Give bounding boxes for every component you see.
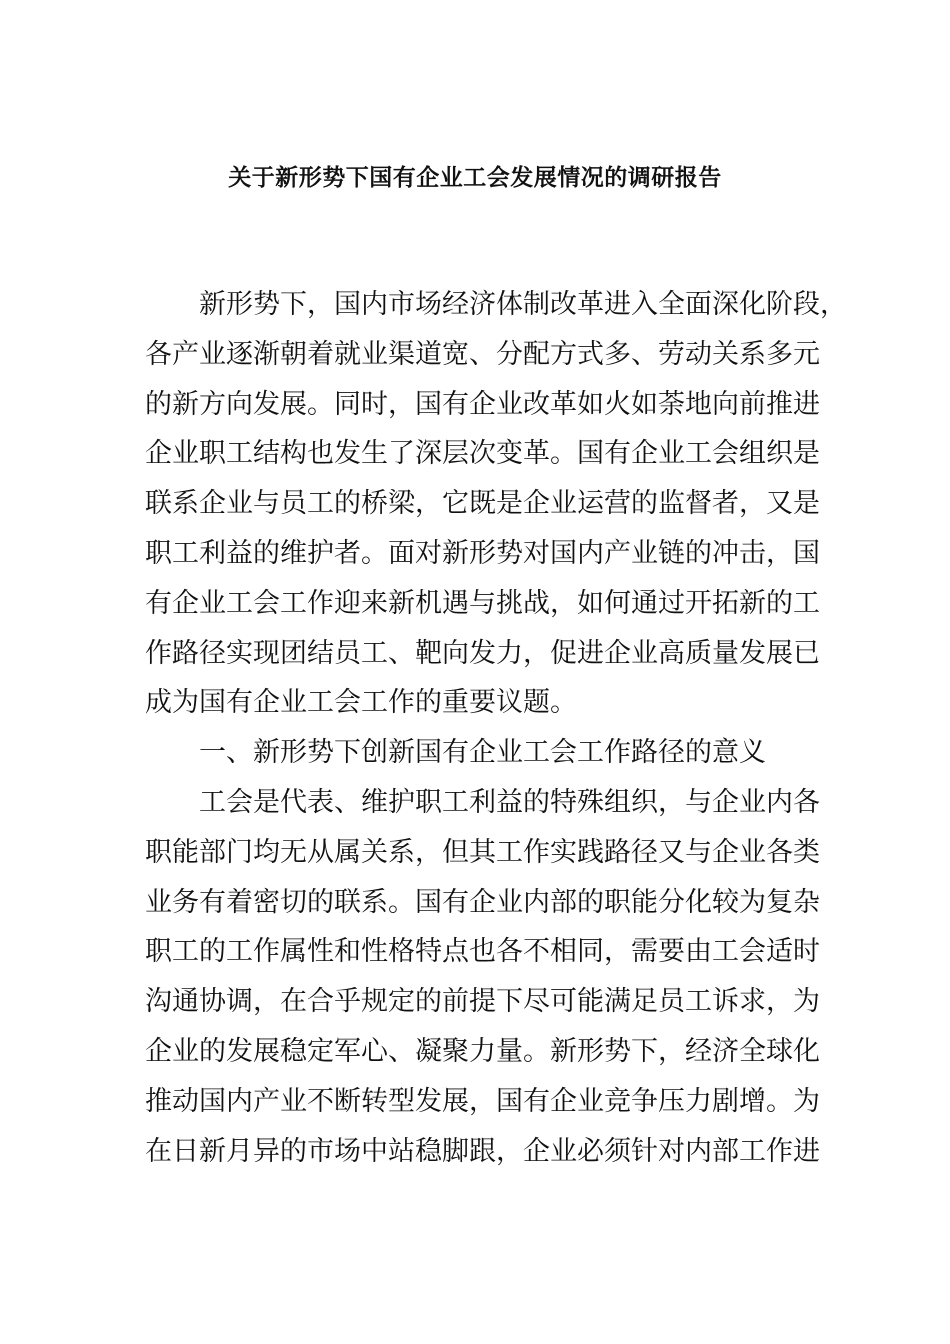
paragraph-line: 职工利益的维护者。面对新形势对国内产业链的冲击，国 [145, 537, 820, 569]
paragraph-line: 职能部门均无从属关系，但其工作实践路径又与企业各类 [145, 836, 820, 868]
paragraph-line: 职工的工作属性和性格特点也各不相同，需要由工会适时 [145, 936, 820, 968]
paragraph-line: 的新方向发展。同时，国有企业改革如火如荼地向前推进 [145, 388, 820, 420]
paragraph-line: 成为国有企业工会工作的重要议题。 [145, 687, 577, 719]
paragraph-line: 联系企业与员工的桥梁，它既是企业运营的监督者，又是 [145, 488, 820, 520]
paragraph-line: 推动国内产业不断转型发展，国有企业竞争压力剧增。为 [145, 1085, 820, 1117]
paragraph-line: 在日新月异的市场中站稳脚跟，企业必须针对内部工作进 [145, 1135, 820, 1167]
paragraph-line: 企业的发展稳定军心、凝聚力量。新形势下，经济全球化 [145, 1035, 820, 1067]
document-title: 关于新形势下国有企业工会发展情况的调研报告 [228, 165, 722, 191]
paragraph-line: 业务有着密切的联系。国有企业内部的职能分化较为复杂 [145, 886, 820, 918]
paragraph-line: 企业职工结构也发生了深层次变革。国有企业工会组织是 [145, 438, 820, 470]
document-body [145, 280, 847, 1176]
paragraph-line: 各产业逐渐朝着就业渠道宽、分配方式多、劳动关系多元 [145, 338, 820, 370]
section-heading: 一、新形势下创新国有企业工会工作路径的意义 [199, 737, 766, 769]
paragraph-line: 有企业工会工作迎来新机遇与挑战，如何通过开拓新的工 [145, 587, 820, 619]
paragraph-line: 新形势下，国内市场经济体制改革进入全面深化阶段， [199, 289, 847, 320]
paragraph-line: 沟通协调，在合乎规定的前提下尽可能满足员工诉求，为 [145, 986, 820, 1018]
paragraph-line: 工会是代表、维护职工利益的特殊组织，与企业内各 [199, 786, 820, 818]
paragraph-line: 作路径实现团结员工、靶向发力，促进企业高质量发展已 [145, 637, 820, 669]
